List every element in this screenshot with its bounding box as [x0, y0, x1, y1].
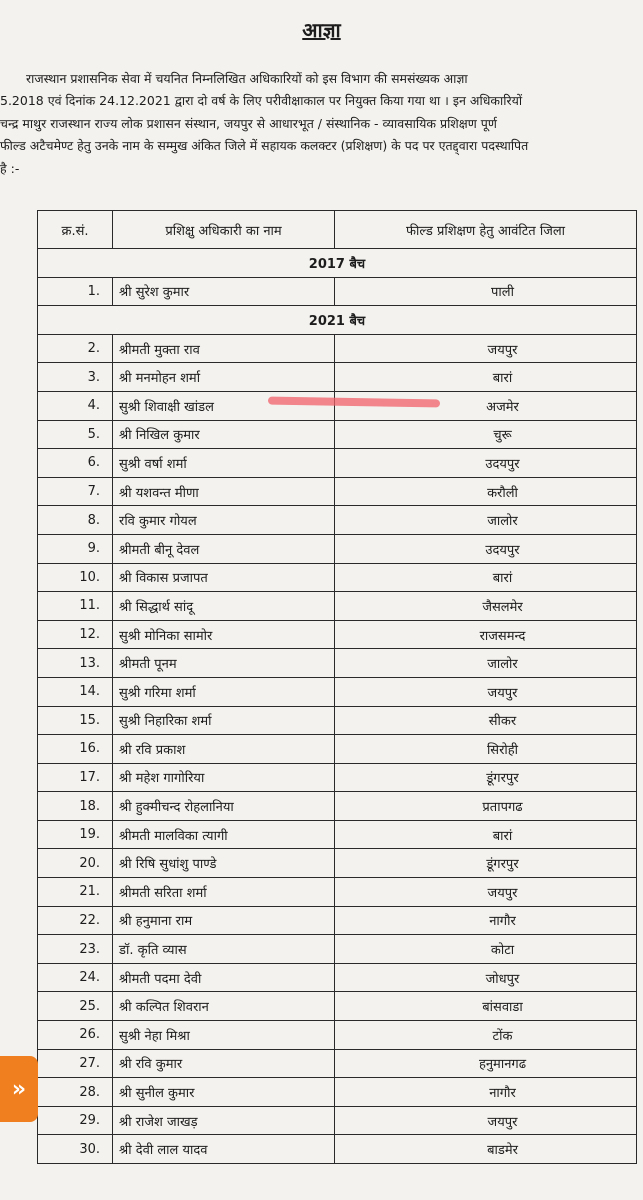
district-cell: डूंगरपुर [335, 763, 637, 792]
officer-name-cell: सुश्री गरिमा शर्मा [113, 677, 335, 706]
district-cell: जयपुर [335, 677, 637, 706]
table-row [38, 649, 637, 678]
serial-number-cell: 18. [38, 792, 113, 821]
serial-number-cell: 27. [38, 1049, 113, 1078]
district-cell: कोटा [335, 935, 637, 964]
serial-number-cell: 22. [38, 906, 113, 935]
serial-number-cell: 20. [38, 849, 113, 878]
officer-name-cell: श्री यशवन्त मीणा [113, 477, 335, 506]
intro-line: है :- [0, 160, 20, 176]
district-cell: नागौर [335, 1078, 637, 1107]
officer-name-cell: श्री राजेश जाखड़ [113, 1106, 335, 1135]
table-row [38, 277, 637, 306]
officer-name-cell: श्री रिषि सुधांशु पाण्डे [113, 849, 335, 878]
officer-name-cell: श्री रवि प्रकाश [113, 735, 335, 764]
table-row [38, 592, 637, 621]
district-cell: जयपुर [335, 878, 637, 907]
table-row [38, 963, 637, 992]
district-cell: जयपुर [335, 334, 637, 363]
district-cell: बारां [335, 363, 637, 392]
officer-name-cell: श्रीमती पूनम [113, 649, 335, 678]
intro-line: 5.2018 एवं दिनांक 24.12.2021 द्वारा दो वर्ष के लिए परीवीक्षाकाल पर नियुक्त किया गया था । इन अधिकारियों [0, 93, 523, 109]
side-expand-button[interactable] [0, 1056, 38, 1122]
serial-number-cell: 24. [38, 963, 113, 992]
table-row [38, 792, 637, 821]
table-row [38, 334, 637, 363]
officer-name-cell: श्रीमती मालविका त्यागी [113, 820, 335, 849]
serial-number-cell: 19. [38, 820, 113, 849]
officer-name-cell: श्री सुरेश कुमार [113, 277, 335, 306]
serial-number-cell: 6. [38, 449, 113, 478]
district-cell: करौली [335, 477, 637, 506]
serial-number-cell: 21. [38, 878, 113, 907]
serial-number-cell: 29. [38, 1106, 113, 1135]
table-body [38, 249, 637, 1164]
table-row [38, 1135, 637, 1164]
serial-number-cell: 11. [38, 592, 113, 621]
table-row [38, 849, 637, 878]
table-row [38, 420, 637, 449]
table-row [38, 677, 637, 706]
officer-name-cell: सुश्री शिवाक्षी खांडल [113, 391, 335, 420]
officer-name-cell: श्रीमती सरिता शर्मा [113, 878, 335, 907]
table-row [38, 534, 637, 563]
district-cell: डूंगरपुर [335, 849, 637, 878]
district-cell: राजसमन्द [335, 620, 637, 649]
officer-name-cell: सुश्री मोनिका सामोर [113, 620, 335, 649]
double-chevron-right-icon: » [11, 1076, 27, 1102]
table-row [38, 820, 637, 849]
serial-number-cell: 5. [38, 420, 113, 449]
table-row [38, 763, 637, 792]
district-cell: अजमेर [335, 391, 637, 420]
serial-number-cell: 7. [38, 477, 113, 506]
batch-row-2021 [38, 306, 637, 335]
district-cell: चुरू [335, 420, 637, 449]
batch-label: 2021 बैच [38, 306, 637, 335]
table-row [38, 906, 637, 935]
serial-number-cell: 16. [38, 735, 113, 764]
table-row [38, 363, 637, 392]
serial-number-cell: 14. [38, 677, 113, 706]
district-cell: पाली [335, 277, 637, 306]
serial-number-cell: 13. [38, 649, 113, 678]
officer-allocation-table [37, 210, 637, 1164]
table-row [38, 706, 637, 735]
table-row [38, 391, 637, 420]
header-officer-name: प्रशिक्षु अधिकारी का नाम [113, 211, 335, 249]
district-cell: टोंक [335, 1021, 637, 1050]
serial-number-cell: 25. [38, 992, 113, 1021]
intro-line: चन्द्र माथुर राजस्थान राज्य लोक प्रशासन संस्थान, जयपुर से आधारभूत / संस्थानिक - व्यावसायिक प्रशिक्षण पूर्ण [0, 115, 497, 131]
officer-name-cell: डॉ. कृति व्यास [113, 935, 335, 964]
table-row [38, 935, 637, 964]
batch-row-2017 [38, 249, 637, 278]
officer-name-cell: श्री महेश गागोरिया [113, 763, 335, 792]
district-cell: जयपुर [335, 1106, 637, 1135]
officer-name-cell: श्रीमती मुक्ता राव [113, 334, 335, 363]
serial-number-cell: 8. [38, 506, 113, 535]
serial-number-cell: 1. [38, 277, 113, 306]
officer-name-cell: श्री सुनील कुमार [113, 1078, 335, 1107]
officer-name-cell: श्री निखिल कुमार [113, 420, 335, 449]
serial-number-cell: 30. [38, 1135, 113, 1164]
serial-number-cell: 3. [38, 363, 113, 392]
district-cell: बारां [335, 820, 637, 849]
officer-name-cell: श्रीमती बीनू देवल [113, 534, 335, 563]
table-row [38, 449, 637, 478]
district-cell: प्रतापगढ [335, 792, 637, 821]
serial-number-cell: 12. [38, 620, 113, 649]
intro-line: फील्ड अटैचमेण्ट हेतु उनके नाम के सम्मुख अंकित जिले में सहायक कलक्टर (प्रशिक्षण) के पद पर एतद्द्वारा पदस्थापित [0, 138, 529, 154]
intro-paragraph [0, 68, 643, 180]
page-title: आज्ञा [302, 18, 341, 42]
officer-name-cell: श्री कल्पित शिवरान [113, 992, 335, 1021]
table-row [38, 620, 637, 649]
district-cell: बांसवाडा [335, 992, 637, 1021]
officer-name-cell: सुश्री नेहा मिश्रा [113, 1021, 335, 1050]
district-cell: जालोर [335, 649, 637, 678]
district-cell: बारां [335, 563, 637, 592]
officer-name-cell: श्री हुक्मीचन्द रोहलानिया [113, 792, 335, 821]
table-row [38, 563, 637, 592]
table-row [38, 735, 637, 764]
district-cell: जालोर [335, 506, 637, 535]
header-district: फील्ड प्रशिक्षण हेतु आवंटित जिला [335, 211, 637, 249]
officer-name-cell: श्री हनुमाना राम [113, 906, 335, 935]
table-row [38, 1021, 637, 1050]
serial-number-cell: 2. [38, 334, 113, 363]
table-row [38, 506, 637, 535]
district-cell: बाडमेर [335, 1135, 637, 1164]
batch-label: 2017 बैच [38, 249, 637, 278]
table-row [38, 878, 637, 907]
serial-number-cell: 15. [38, 706, 113, 735]
officer-name-cell: रवि कुमार गोयल [113, 506, 335, 535]
district-cell: हनुमानगढ [335, 1049, 637, 1078]
serial-number-cell: 23. [38, 935, 113, 964]
table-row [38, 1106, 637, 1135]
table-row [38, 992, 637, 1021]
district-cell: उदयपुर [335, 534, 637, 563]
district-cell: जैसलमेर [335, 592, 637, 621]
officer-name-cell: सुश्री निहारिका शर्मा [113, 706, 335, 735]
officer-name-cell: श्रीमती पदमा देवी [113, 963, 335, 992]
district-cell: सिरोही [335, 735, 637, 764]
officer-name-cell: श्री रवि कुमार [113, 1049, 335, 1078]
serial-number-cell: 28. [38, 1078, 113, 1107]
officer-name-cell: सुश्री वर्षा शर्मा [113, 449, 335, 478]
district-cell: उदयपुर [335, 449, 637, 478]
table-row [38, 1078, 637, 1107]
officer-name-cell: श्री सिद्धार्थ सांदू [113, 592, 335, 621]
officer-name-cell: श्री विकास प्रजापत [113, 563, 335, 592]
district-cell: जोधपुर [335, 963, 637, 992]
serial-number-cell: 9. [38, 534, 113, 563]
intro-line: राजस्थान प्रशासनिक सेवा में चयनित निम्नलिखित अधिकारियों को इस विभाग की समसंख्यक आज्ञा [26, 71, 468, 86]
officer-name-cell: श्री देवी लाल यादव [113, 1135, 335, 1164]
table-header-row [38, 211, 637, 249]
officer-name-cell: श्री मनमोहन शर्मा [113, 363, 335, 392]
serial-number-cell: 4. [38, 391, 113, 420]
district-cell: सीकर [335, 706, 637, 735]
serial-number-cell: 17. [38, 763, 113, 792]
table-row [38, 1049, 637, 1078]
serial-number-cell: 10. [38, 563, 113, 592]
header-serial-number: क्र.सं. [38, 211, 113, 249]
serial-number-cell: 26. [38, 1021, 113, 1050]
table-row [38, 477, 637, 506]
district-cell: नागौर [335, 906, 637, 935]
